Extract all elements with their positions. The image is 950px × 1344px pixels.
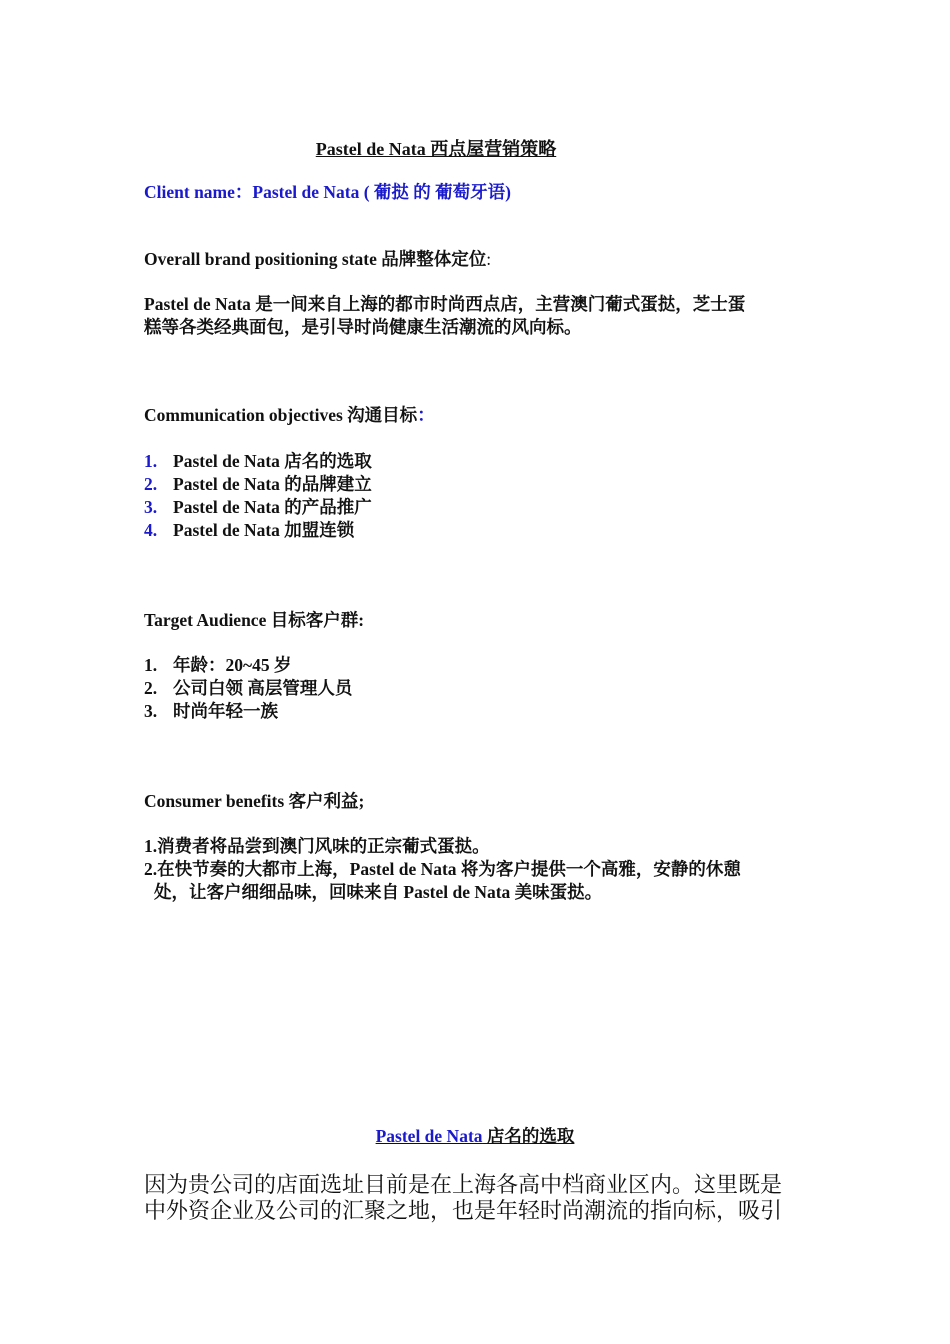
- benefit-item-1: 1.消费者将品尝到澳门风味的正宗葡式蛋挞。: [144, 836, 490, 856]
- section-title-store-name: [0, 1125, 950, 1148]
- objective-item: [144, 519, 354, 542]
- audience-item: [144, 677, 352, 700]
- audience-text: 公司白领 高层管理人员: [173, 678, 353, 698]
- section-paragraph-line-2: 中外资企业及公司的汇聚之地，也是年轻时尚潮流的指向标，吸引: [144, 1198, 783, 1223]
- objective-number: 2.: [144, 474, 158, 494]
- objective-text: Pastel de Nata 的产品推广: [173, 497, 372, 517]
- objectives-heading: [144, 404, 435, 427]
- benefit-item-2-line-1: 2.在快节奏的大都市上海，Pastel de Nata 将为客户提供一个高雅，安静的休憩: [144, 859, 741, 879]
- objective-text: Pastel de Nata 店名的选取: [173, 451, 372, 471]
- audience-item: [144, 700, 278, 723]
- audience-text: 年龄：20~45 岁: [173, 655, 292, 675]
- client-name-line: [144, 181, 511, 204]
- section-title-cn: 店名的选取: [482, 1126, 575, 1146]
- audience-number: 3.: [144, 701, 158, 721]
- positioning-heading-colon: :: [486, 249, 492, 269]
- client-name-label: Client name：: [144, 182, 253, 202]
- document-title: Pastel de Nata 西点屋营销策略: [315, 139, 557, 159]
- benefit-item-2-line-2: 处，让客户细细品味，回味来自 Pastel de Nata 美味蛋挞。: [154, 882, 603, 902]
- audience-item: [144, 654, 291, 677]
- objective-item: [144, 450, 372, 473]
- objective-number: 3.: [144, 497, 158, 517]
- positioning-heading: [144, 248, 491, 271]
- objective-number: 4.: [144, 520, 158, 540]
- objective-item: [144, 496, 372, 519]
- benefits-heading: Consumer benefits 客户利益;: [144, 791, 365, 811]
- objectives-heading-colon: ：: [417, 405, 435, 425]
- objective-item: [144, 473, 372, 496]
- audience-heading: Target Audience 目标客户群:: [144, 610, 365, 630]
- objective-number: 1.: [144, 451, 158, 471]
- positioning-line-2: 糕等各类经典面包，是引导时尚健康生活潮流的风向标。: [144, 317, 582, 337]
- objectives-heading-text: Communication objectives 沟通目标: [144, 405, 418, 425]
- objective-text: Pastel de Nata 加盟连锁: [173, 520, 355, 540]
- section-title-en: Pastel de Nata: [375, 1126, 483, 1146]
- objective-text: Pastel de Nata 的品牌建立: [173, 474, 372, 494]
- positioning-heading-text: Overall brand positioning state 品牌整体定位: [144, 249, 487, 269]
- audience-number: 1.: [144, 655, 158, 675]
- positioning-line-1: Pastel de Nata 是一间来自上海的都市时尚西点店，主营澳门葡式蛋挞，芝士蛋: [144, 294, 746, 314]
- client-name-value: Pastel de Nata ( 葡挞 的 葡萄牙语): [252, 182, 511, 202]
- section-paragraph-line-1: 因为贵公司的店面选址目前是在上海各高中档商业区内。这里既是: [144, 1172, 783, 1197]
- audience-number: 2.: [144, 678, 158, 698]
- audience-text: 时尚年轻一族: [173, 701, 278, 721]
